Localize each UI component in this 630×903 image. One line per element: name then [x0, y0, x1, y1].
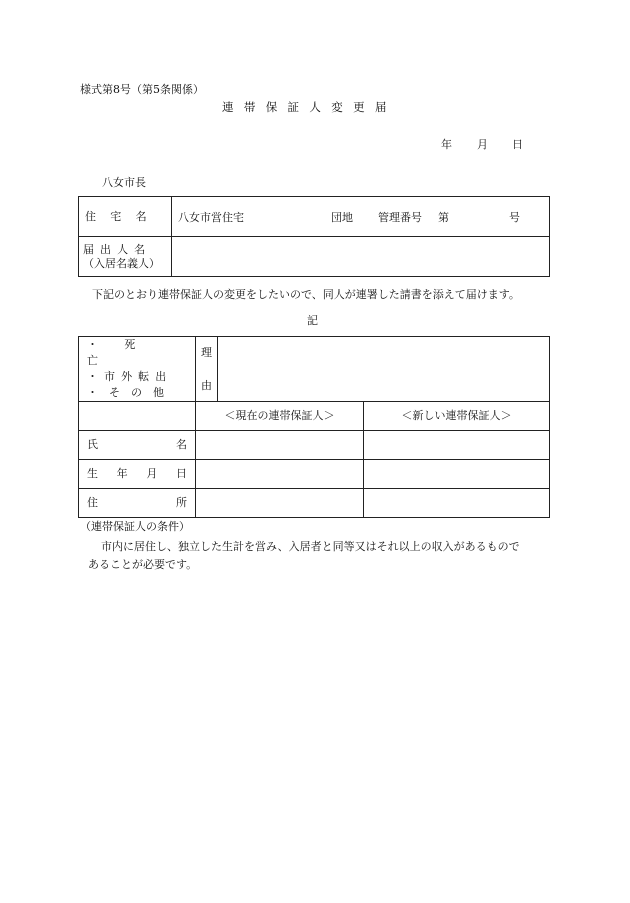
new-guarantor-header: ＜新しい連帯保証人＞: [364, 401, 550, 430]
new-name-cell[interactable]: [364, 430, 550, 459]
dai-label: 第: [438, 211, 449, 224]
row-label-address-cell: [79, 488, 196, 517]
housing-label-cell: [79, 197, 172, 237]
reason-options-cell: [79, 337, 196, 402]
go-label: 号: [509, 211, 520, 224]
date-year: 年: [441, 138, 452, 151]
applicant-label-cell: [79, 237, 172, 277]
reason-moved-out[interactable]: ・市外転出: [87, 369, 173, 383]
reason-detail-cell[interactable]: [218, 337, 550, 402]
applicant-label: 届出人名: [83, 242, 152, 256]
conditions-text-line-2: あることが必要です。: [88, 558, 198, 571]
request-text: 下記のとおり連帯保証人の変更をしたいので、同人が連署した請書を添えて届けます。: [92, 288, 520, 301]
ki-label: 記: [307, 314, 318, 327]
date-month: 月: [477, 138, 488, 151]
row-label-birthdate-cell: [79, 459, 196, 488]
blank-header-cell: [79, 401, 196, 430]
row-label-name: 氏 名: [87, 437, 187, 451]
reason-label-cell: [196, 337, 218, 402]
applicant-sub-label: （入居名義人）: [83, 256, 160, 270]
reason-label-ri: 理: [201, 345, 212, 359]
conditions-title: （連帯保証人の条件）: [80, 520, 190, 533]
current-name-cell[interactable]: [196, 430, 364, 459]
current-birthdate-cell[interactable]: [196, 459, 364, 488]
conditions-text-line-1: 市内に居住し、独立した生計を営み、入居者と同等又はそれ以上の収入があるもので: [101, 540, 520, 553]
danchi-label: 団地: [331, 211, 353, 224]
form-number: 様式第8号（第5条関係）: [80, 83, 204, 96]
kanri-bango-label: 管理番号: [378, 211, 422, 224]
row-label-name-cell: [79, 430, 196, 459]
reason-label-yu: 由: [201, 378, 212, 392]
housing-info-cell[interactable]: [172, 197, 550, 237]
row-label-address: 住 所: [87, 495, 187, 509]
applicant-name-cell[interactable]: [172, 237, 550, 277]
new-address-cell[interactable]: [364, 488, 550, 517]
addressee: 八女市長: [102, 176, 146, 189]
housing-table: [78, 196, 550, 277]
housing-label: 住宅名: [85, 209, 161, 223]
reason-other[interactable]: ・その他: [87, 385, 175, 399]
guarantor-table: [78, 336, 550, 518]
date-day: 日: [512, 138, 523, 151]
reason-death[interactable]: ・死亡: [87, 338, 162, 367]
housing-prefix: 八女市営住宅: [178, 211, 244, 224]
form-title: 連帯保証人変更届: [222, 100, 397, 114]
current-address-cell[interactable]: [196, 488, 364, 517]
new-birthdate-cell[interactable]: [364, 459, 550, 488]
row-label-birthdate: 生 年 月 日: [87, 466, 187, 480]
current-guarantor-header: ＜現在の連帯保証人＞: [196, 401, 364, 430]
